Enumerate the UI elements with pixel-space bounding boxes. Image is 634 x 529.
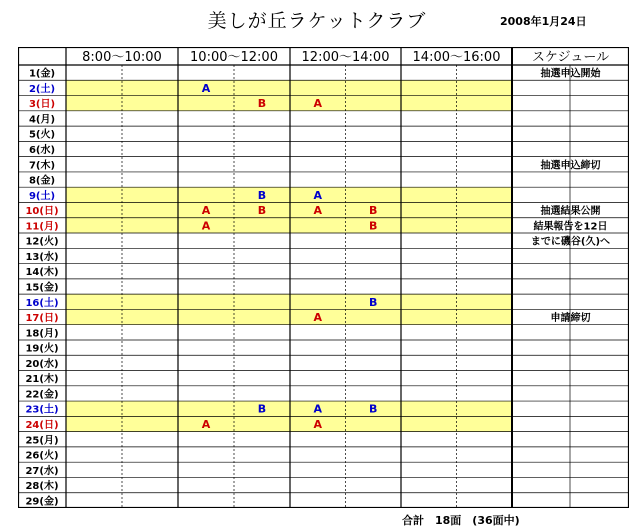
day-label: 15(金) [25, 282, 59, 294]
column-header: 8:00〜10:00 [82, 50, 162, 65]
schedule-note: 抽選結果公開 [540, 206, 601, 218]
day-label: 24(日) [25, 419, 59, 431]
court-mark: B [369, 402, 378, 416]
court-mark: B [257, 204, 267, 218]
column-header: 14:00〜16:00 [412, 50, 501, 65]
day-label: 23(土) [25, 404, 59, 416]
court-mark: B [369, 295, 378, 309]
day-label: 17(日) [25, 313, 59, 325]
day-label: 20(水) [25, 358, 59, 370]
day-label: 10(日) [25, 206, 59, 218]
highlighted-row-bg [66, 202, 512, 217]
schedule-note: 抽選申込開始 [540, 68, 601, 80]
day-label: 25(月) [25, 435, 59, 447]
highlighted-row-bg [66, 309, 512, 324]
day-label: 5(火) [28, 129, 56, 141]
grid-border [19, 48, 629, 508]
day-label: 21(木) [25, 374, 59, 386]
court-mark: A [313, 188, 323, 202]
court-mark: A [313, 311, 323, 325]
day-label: 13(水) [25, 251, 59, 263]
day-label: 27(水) [25, 465, 59, 477]
document-date: 2008年1月24日 [500, 15, 587, 28]
day-label: 2(土) [28, 83, 56, 95]
column-header: 10:00〜12:00 [190, 50, 278, 65]
day-label: 6(水) [28, 145, 56, 157]
day-label: 14(木) [25, 267, 59, 279]
court-mark: A [313, 97, 323, 111]
schedule-note: までに磯谷(久)へ [530, 236, 611, 248]
court-mark: A [201, 81, 211, 95]
highlighted-row-bg [66, 218, 512, 233]
highlighted-row-bg [66, 294, 512, 309]
highlighted-row-bg [66, 416, 512, 431]
column-header: 12:00〜14:00 [301, 50, 390, 65]
court-mark: B [369, 219, 378, 233]
schedule-note: 抽選申込締切 [540, 160, 601, 172]
court-mark: B [257, 97, 267, 111]
court-mark: B [369, 204, 378, 218]
day-label: 16(土) [25, 297, 59, 309]
highlighted-row-bg [66, 187, 512, 202]
column-header: スケジュール [531, 50, 610, 65]
day-label: 22(金) [25, 389, 59, 401]
court-mark: A [201, 219, 211, 233]
court-mark: A [313, 402, 323, 416]
day-label: 1(金) [28, 68, 56, 80]
highlighted-row-bg [66, 401, 512, 416]
day-label: 12(火) [25, 236, 59, 248]
court-mark: A [201, 204, 211, 218]
day-label: 7(木) [28, 160, 56, 172]
court-mark: A [313, 417, 323, 431]
court-mark: A [313, 204, 323, 218]
highlighted-row-bg [66, 80, 512, 95]
day-label: 4(月) [28, 114, 56, 126]
court-mark: B [257, 402, 267, 416]
court-mark: B [257, 188, 267, 202]
schedule-note: 申請締切 [550, 313, 591, 325]
day-label: 18(月) [25, 328, 59, 340]
schedule-note: 結果報告を12日 [533, 221, 608, 233]
day-label: 11(月) [25, 221, 59, 233]
day-label: 3(日) [28, 99, 56, 111]
page-title: 美しが丘ラケットクラブ [207, 10, 427, 32]
highlighted-row-bg [66, 96, 512, 111]
day-label: 9(土) [28, 190, 56, 202]
day-label: 26(火) [25, 450, 59, 462]
court-mark: A [201, 417, 211, 431]
day-label: 28(木) [25, 481, 59, 493]
day-label: 8(金) [28, 175, 56, 187]
day-label: 19(火) [25, 343, 59, 355]
reservation-grid [18, 47, 629, 508]
day-label: 29(金) [25, 496, 59, 508]
total-summary: 合計 18面 (36面中) [402, 514, 520, 527]
